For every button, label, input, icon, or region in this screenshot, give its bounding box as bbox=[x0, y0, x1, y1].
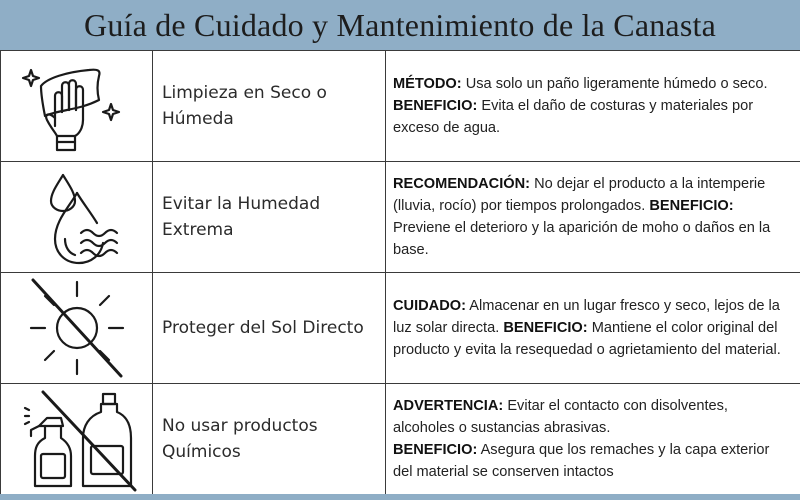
care-item-name-line2: Extrema bbox=[162, 220, 234, 240]
care-item-name-line2: Húmeda bbox=[162, 109, 234, 129]
care-item-description bbox=[386, 384, 800, 495]
table-row bbox=[1, 162, 800, 273]
bottom-border-strip bbox=[0, 494, 800, 500]
desc-text: Mantiene el color original del producto y evita la resequedad o agrietamiento del material. bbox=[393, 320, 781, 358]
icon-cell bbox=[1, 51, 153, 162]
icon-cell bbox=[1, 273, 153, 384]
desc-label: BENEFICIO: bbox=[393, 98, 478, 114]
care-item-name bbox=[153, 162, 386, 273]
desc-text: Usa solo un paño ligeramente húmedo o seco. bbox=[461, 76, 768, 92]
care-item-name bbox=[153, 273, 386, 384]
desc-text: Asegura que los remaches y la capa exterior del material se conserven intactos bbox=[393, 442, 770, 480]
desc-text: Previene el deterioro y la aparición de moho o daños en la base. bbox=[393, 220, 771, 258]
desc-label: BENEFICIO: bbox=[393, 442, 478, 458]
care-item-name bbox=[153, 51, 386, 162]
care-item-name-line1: Limpieza en Seco o bbox=[162, 83, 327, 103]
table-row bbox=[1, 384, 800, 495]
desc-text: No dejar el producto a la intemperie (lluvia, rocío) por tiempos prolongados. bbox=[393, 176, 766, 214]
care-item-description bbox=[386, 51, 800, 162]
desc-label: CUIDADO: bbox=[393, 298, 466, 314]
cleaning-glove-icon bbox=[17, 56, 137, 156]
desc-label: BENEFICIO: bbox=[503, 320, 588, 336]
table-row bbox=[1, 51, 800, 162]
desc-label: MÉTODO: bbox=[393, 76, 462, 92]
care-item-name-line1: Proteger del Sol Directo bbox=[162, 318, 364, 338]
desc-text: Almacenar en un lugar fresco y seco, lejos de la luz solar directa. bbox=[393, 298, 780, 336]
desc-text: Evitar el contacto con disolventes, alcoholes o sustancias abrasivas. bbox=[393, 398, 728, 436]
care-item-description bbox=[386, 162, 800, 273]
no-chemicals-icon bbox=[17, 386, 137, 492]
icon-cell bbox=[1, 384, 153, 495]
care-item-name-line1: Evitar la Humedad bbox=[162, 194, 321, 214]
care-guide-table bbox=[0, 50, 800, 495]
table-row bbox=[1, 273, 800, 384]
desc-text: Evita el daño de costuras y materiales por exceso de agua. bbox=[393, 98, 754, 136]
desc-label: RECOMENDACIÓN: bbox=[393, 176, 531, 192]
care-item-name-line1: No usar productos bbox=[162, 416, 318, 436]
care-item-name-line2: Químicos bbox=[162, 442, 241, 462]
desc-label: ADVERTENCIA: bbox=[393, 398, 504, 414]
no-sun-icon bbox=[17, 276, 137, 380]
desc-label: BENEFICIO: bbox=[649, 198, 734, 214]
water-drops-icon bbox=[17, 167, 137, 267]
care-item-description bbox=[386, 273, 800, 384]
icon-cell bbox=[1, 162, 153, 273]
care-item-name bbox=[153, 384, 386, 495]
page-title: Guía de Cuidado y Mantenimiento de la Canasta bbox=[84, 6, 716, 43]
